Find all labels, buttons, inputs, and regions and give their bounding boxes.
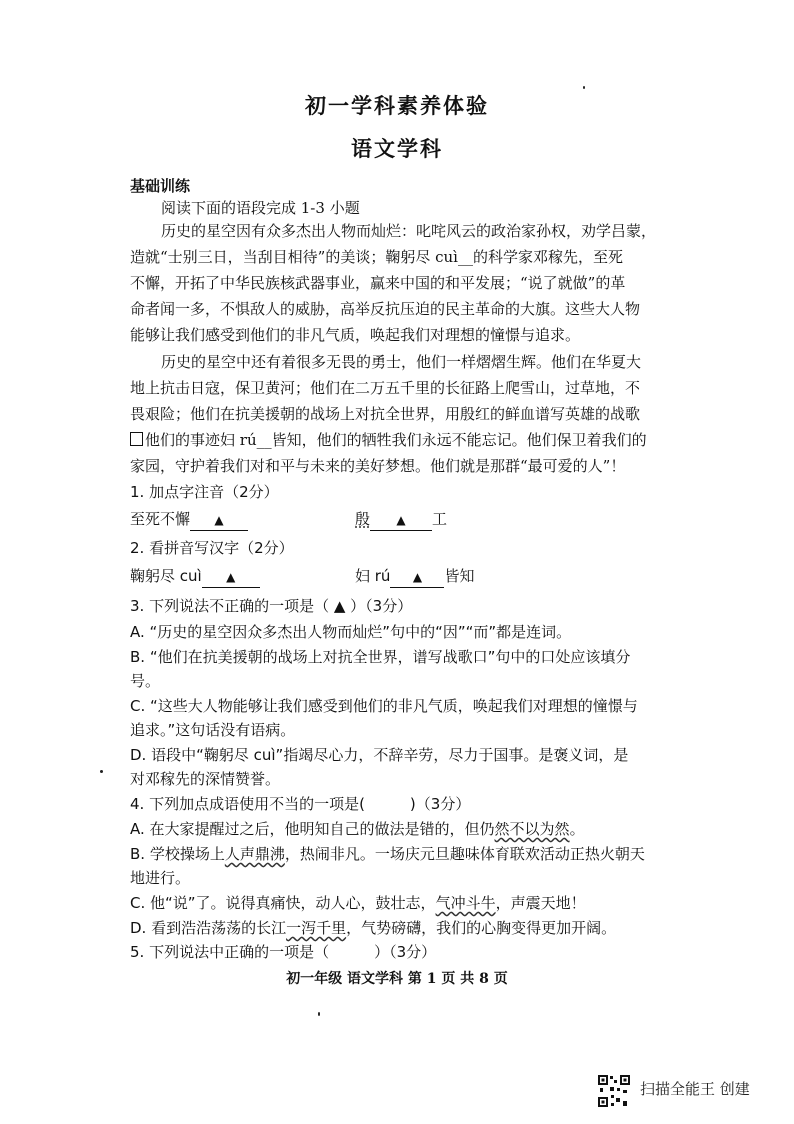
answer-marker-icon: ▲ <box>412 570 423 584</box>
scan-speck <box>583 86 585 89</box>
q4-c-text-end: ，声震天地！ <box>495 894 586 912</box>
passage-line: 命者闻一多，不惧敌人的威胁，高举反抗压迫的民主革命的大旗。这些大人物 <box>130 300 641 318</box>
q4-a-text: A. 在大家提醒过之后，他明知自己的做法是错的，但仍 <box>130 820 495 838</box>
q4-a-idiom: 然不以为然 <box>494 820 570 838</box>
scanner-watermark: 扫描全能王 创建 <box>640 1080 750 1098</box>
q1-title: 1. 加点字注音（2分） <box>130 483 279 501</box>
document-subtitle: 语文学科 <box>351 136 443 161</box>
document-title: 初一学科素养体验 <box>305 93 489 118</box>
passage-line: 历史的星空中还有着很多无畏的勇士，他们一样熠熠生辉。他们在华夏大 <box>161 353 642 371</box>
answer-marker-icon: ▲ <box>226 570 236 584</box>
q3-option-c-cont: 追求。”这句话没有语病。 <box>130 721 296 739</box>
q4-c-idiom: 气冲斗牛 <box>435 894 496 912</box>
q4-d-idiom: 一泻千里 <box>286 919 347 937</box>
q2-title: 2. 看拼音写汉字（2分） <box>130 539 294 557</box>
passage-line: 畏艰险；他们在抗美援朝的战场上对抗全世界，用殷红的鲜血谱写英雄的战歌 <box>130 405 641 423</box>
answer-marker-icon: ▲ <box>214 513 224 527</box>
passage-line-with-box <box>130 430 647 450</box>
q4-b-text: B. 学校操场上 <box>130 845 225 863</box>
q2-item2-post: 皆知 <box>444 567 475 585</box>
q3-option-d: D. 语段中“鞠躬尽 cuì”指竭尽心力，不辞辛劳，尽力于国事。是褒义词，是 <box>130 746 629 764</box>
passage-line: 地上抗击日寇，保卫黄河；他们在二万五千里的长征路上爬雪山，过草地，不 <box>130 379 641 397</box>
q3-option-b: B. “他们在抗美援朝的战场上对抗全世界，谱写战歌口”句中的口处应该填分 <box>130 648 631 666</box>
answer-marker-icon: ▲ <box>396 513 406 527</box>
q3-option-c: C. “这些大人物能够让我们感受到他们的非凡气质，唤起我们对理想的憧憬与 <box>130 697 638 715</box>
q3-option-b-cont: 号。 <box>130 672 161 690</box>
q4-b-idiom: 人声鼎沸 <box>224 845 285 863</box>
q1-blank2[interactable] <box>370 509 432 531</box>
q5-title: 5. 下列说法中正确的一项是（ ）（3分） <box>130 943 437 961</box>
q4-title: 4. 下列加点成语使用不当的一项是( )（3分） <box>130 795 471 813</box>
q1-item2-pre: 殷 <box>355 510 371 528</box>
q4-b-text-end: ，热闹非凡。一场庆元旦趣味体育联欢活动正热火朝天 <box>284 845 645 863</box>
q4-option-a <box>130 819 585 839</box>
q2-item2-pre: 妇 rú <box>355 567 391 585</box>
q4-option-c <box>130 893 586 913</box>
q2-item1 <box>130 566 260 588</box>
q1-item2-post: 工 <box>432 510 448 528</box>
q1-blank1[interactable] <box>190 509 248 531</box>
q1-item1-label: 至死不懈 <box>130 510 191 528</box>
q2-item2 <box>355 566 474 588</box>
q4-d-text-end: ，气势磅礴，我们的心胸变得更加开阔。 <box>346 919 617 937</box>
passage-line: 历史的星空因有众多杰出人物而灿烂：叱咤风云的政治家孙权，劝学吕蒙， <box>161 222 657 240</box>
section-label: 基础训练 <box>130 177 191 195</box>
q4-option-b-cont: 地进行。 <box>130 869 191 887</box>
q4-c-text: C. 他“说”了。说得真痛快，动人心，鼓壮志， <box>130 894 436 912</box>
passage-line: 造就“士别三日，当刮目相待”的美谈；鞠躬尽 cuì__的科学家邓稼先，至死 <box>130 248 623 266</box>
qr-code-icon <box>597 1074 631 1108</box>
q1-item2 <box>355 509 447 531</box>
q2-blank2[interactable] <box>390 566 444 588</box>
q2-item1-label: 鞠躬尽 cuì <box>130 567 202 585</box>
q4-option-d <box>130 918 616 938</box>
q2-blank1[interactable] <box>202 566 260 588</box>
section-instruction: 阅读下面的语段完成 1-3 小题 <box>161 199 360 217</box>
passage-line: 家园，守护着我们对和平与未来的美好梦想。他们就是那群“最可爱的人”！ <box>130 457 626 475</box>
q4-option-b <box>130 844 645 864</box>
page-footer: 初一年级 语文学科 第 1 页 共 8 页 <box>286 971 508 987</box>
passage-line: 不懈，开拓了中华民族核武器事业，赢来中国的和平发展；“说了就做”的革 <box>130 274 626 292</box>
q3-option-d-cont: 对邓稼先的深情赞誉。 <box>130 770 281 788</box>
passage-line: 能够让我们感受到他们的非凡气质，唤起我们对理想的憧憬与追求。 <box>130 326 581 344</box>
q3-title: 3. 下列说法不正确的一项是（ ▲ ）（3分） <box>130 597 413 615</box>
blank-box <box>130 432 143 446</box>
passage-line-text: 他们的事迹妇 rú__皆知，他们的牺牲我们永远不能忘记。他们保卫着我们的 <box>145 431 647 449</box>
q4-a-end: 。 <box>569 820 585 838</box>
q3-option-a: A. “历史的星空因众多杰出人物而灿烂”句中的“因”“而”都是连词。 <box>130 623 572 641</box>
scan-speck <box>318 1012 320 1016</box>
q4-d-text: D. 看到浩浩荡荡的长江 <box>130 919 287 937</box>
scan-speck <box>100 770 103 773</box>
q1-item1 <box>130 509 248 531</box>
